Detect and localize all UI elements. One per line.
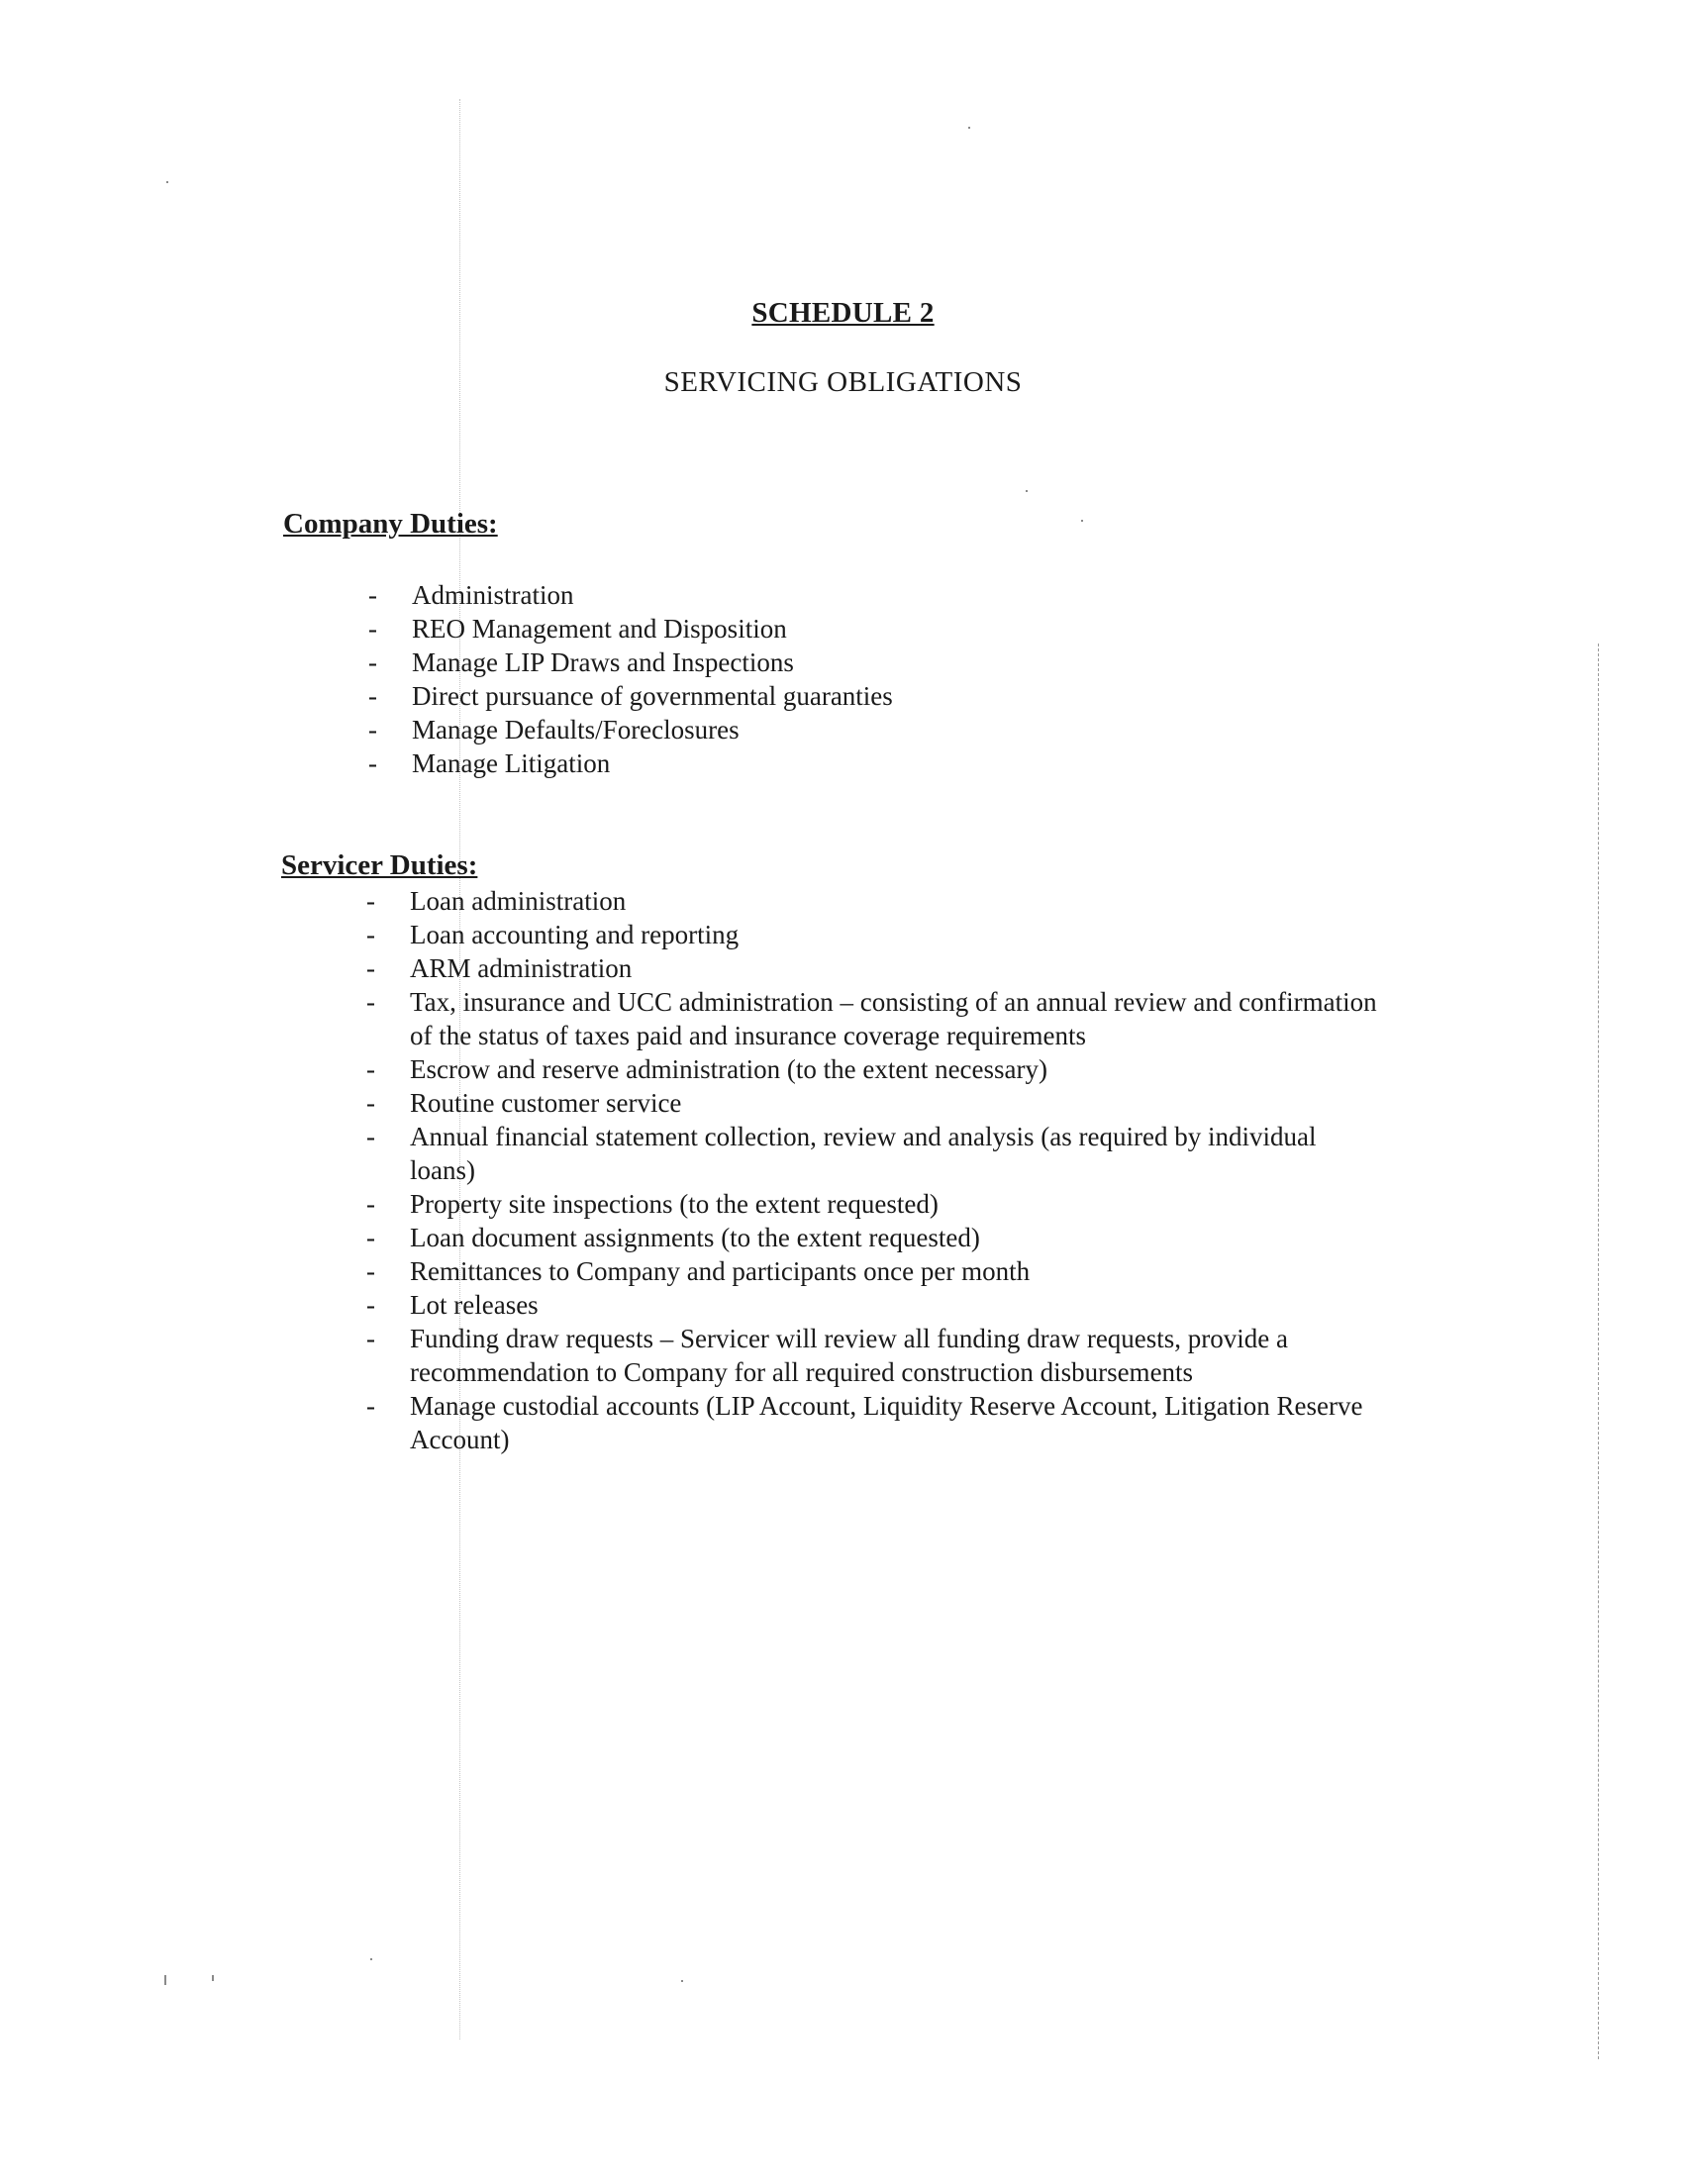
servicer-duties-heading: Servicer Duties: — [281, 849, 478, 881]
list-item — [366, 1254, 1386, 1288]
list-item — [366, 1389, 1386, 1456]
dash-bullet: - — [366, 1122, 375, 1151]
scan-speck — [1026, 490, 1028, 492]
list-item-text: Property site inspections (to the extent requested) — [410, 1189, 939, 1219]
dash-bullet: - — [366, 1391, 375, 1421]
scan-artifact-line — [1598, 644, 1600, 2059]
company-duties-list — [368, 578, 1358, 780]
scan-speck — [212, 1975, 214, 1981]
scan-speck — [370, 1958, 372, 1960]
list-item-text: Annual financial statement collection, review and analysis (as required by individual loans) — [410, 1122, 1317, 1185]
list-item-text: Loan administration — [410, 886, 627, 916]
schedule-subtitle: SERVICING OBLIGATIONS — [663, 366, 1023, 398]
dash-bullet: - — [366, 886, 375, 916]
list-item — [366, 1187, 1386, 1221]
dash-bullet: - — [366, 987, 375, 1017]
list-item — [368, 612, 1358, 645]
dash-bullet: - — [366, 1223, 375, 1252]
dash-bullet: - — [366, 1324, 375, 1353]
list-item-text: Lot releases — [410, 1290, 539, 1320]
scan-speck — [166, 181, 168, 183]
list-item — [366, 918, 1386, 951]
dash-bullet: - — [366, 920, 375, 949]
scan-speck — [681, 1980, 683, 1982]
list-item — [366, 1120, 1386, 1187]
list-item — [366, 951, 1386, 985]
schedule-title: SCHEDULE 2 — [751, 297, 935, 329]
dash-bullet: - — [368, 681, 377, 711]
dash-bullet: - — [366, 1189, 375, 1219]
dash-bullet: - — [368, 614, 377, 644]
list-item-text: Direct pursuance of governmental guaranties — [412, 681, 893, 711]
list-item-text: Routine customer service — [410, 1088, 682, 1118]
list-item-text: Loan accounting and reporting — [410, 920, 740, 949]
company-duties-heading: Company Duties: — [283, 508, 498, 540]
dash-bullet: - — [368, 715, 377, 745]
dash-bullet: - — [366, 953, 375, 983]
list-item-text: Manage custodial accounts (LIP Account, Liquidity Reserve Account, Litigation Reserve Account) — [410, 1391, 1363, 1454]
list-item-text: Manage LIP Draws and Inspections — [412, 647, 794, 677]
dash-bullet: - — [366, 1088, 375, 1118]
dash-bullet: - — [368, 580, 377, 610]
list-item-text: Funding draw requests – Servicer will review all funding draw requests, provide a recommendation to Company for all required construction disbursements — [410, 1324, 1289, 1387]
list-item — [366, 1086, 1386, 1120]
list-item — [366, 1288, 1386, 1322]
list-item-text: Administration — [412, 580, 574, 610]
scan-speck — [968, 127, 970, 129]
list-item-text: Manage Defaults/Foreclosures — [412, 715, 740, 745]
list-item-text: Manage Litigation — [412, 748, 611, 778]
list-item — [368, 578, 1358, 612]
list-item — [366, 884, 1386, 918]
list-item-text: Remittances to Company and participants once per month — [410, 1256, 1031, 1286]
list-item — [366, 1052, 1386, 1086]
servicer-duties-list — [366, 884, 1386, 1456]
scan-speck — [164, 1975, 166, 1985]
list-item-text: Loan document assignments (to the extent requested) — [410, 1223, 980, 1252]
list-item — [366, 1322, 1386, 1389]
dash-bullet: - — [366, 1256, 375, 1286]
dash-bullet: - — [366, 1290, 375, 1320]
list-item — [368, 645, 1358, 679]
list-item — [368, 746, 1358, 780]
list-item — [368, 713, 1358, 746]
list-item — [366, 1221, 1386, 1254]
list-item — [366, 985, 1386, 1052]
list-item-text: ARM administration — [410, 953, 633, 983]
list-item — [368, 679, 1358, 713]
list-item-text: Escrow and reserve administration (to the extent necessary) — [410, 1054, 1048, 1084]
dash-bullet: - — [366, 1054, 375, 1084]
scan-speck — [1081, 520, 1083, 522]
list-item-text: REO Management and Disposition — [412, 614, 787, 644]
dash-bullet: - — [368, 748, 377, 778]
list-item-text: Tax, insurance and UCC administration – consisting of an annual review and confirmation of the status of taxes paid and insurance coverage requirements — [410, 987, 1377, 1050]
dash-bullet: - — [368, 647, 377, 677]
